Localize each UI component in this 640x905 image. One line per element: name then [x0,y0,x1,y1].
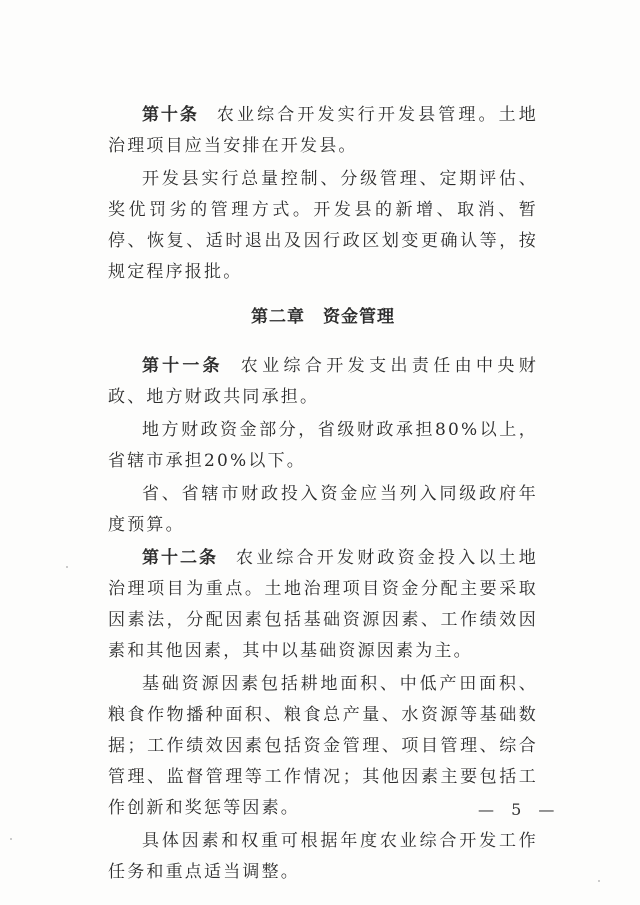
chapter-number: 第二章 [251,307,305,327]
article-12-paragraph-1 [108,543,538,667]
scan-speck [66,566,68,568]
document-body [108,100,538,888]
scan-speck [10,838,12,840]
article-11-label: 第十一条 [142,356,223,376]
article-12-paragraph-3: 具体因素和权重可根据年度农业综合开发工作任务和重点适当调整。 [108,831,538,882]
article-10-label: 第十条 [142,105,199,125]
article-12-text-1: 农业综合开发财政资金投入以土地治理项目为重点。土地治理项目资金分配主要采取因素法，分配因素包括基础资源因素、工作绩效因素和其他因素，其中以基础资源因素为主。 [108,548,538,661]
article-12-paragraph-2: 基础资源因素包括耕地面积、中低产田面积、粮食作物播种面积、粮食总产量、水资源等基础数据；工作绩效因素包括资金管理、项目管理、综合管理、监督管理等工作情况；其他因素主要包括工作创新和奖惩等因素。 [108,674,538,818]
chapter-title: 资金管理 [323,307,395,327]
article-11-text-1: 农业综合开发支出责任由中央财政、地方财政共同承担。 [108,356,538,407]
article-11-paragraph-1 [108,351,538,413]
article-11-paragraph-2: 地方财政资金部分，省级财政承担80%以上，省辖市承担20%以下。 [108,420,538,471]
page-number: — 5 — [478,800,561,819]
scan-speck [598,880,600,882]
article-10-text-1: 农业综合开发实行开发县管理。土地治理项目应当安排在开发县。 [108,105,539,156]
article-10-paragraph-2: 开发县实行总量控制、分级管理、定期评估、奖优罚劣的管理方式。开发县的新增、取消、暂停、恢复、适时退出及因行政区划变更确认等，按规定程序报批。 [108,169,538,282]
article-10-paragraph-1 [108,100,538,162]
article-12-label: 第十二条 [142,548,218,568]
chapter-heading [108,302,538,333]
article-11-paragraph-3: 省、省辖市财政投入资金应当列入同级政府年度预算。 [108,484,538,535]
